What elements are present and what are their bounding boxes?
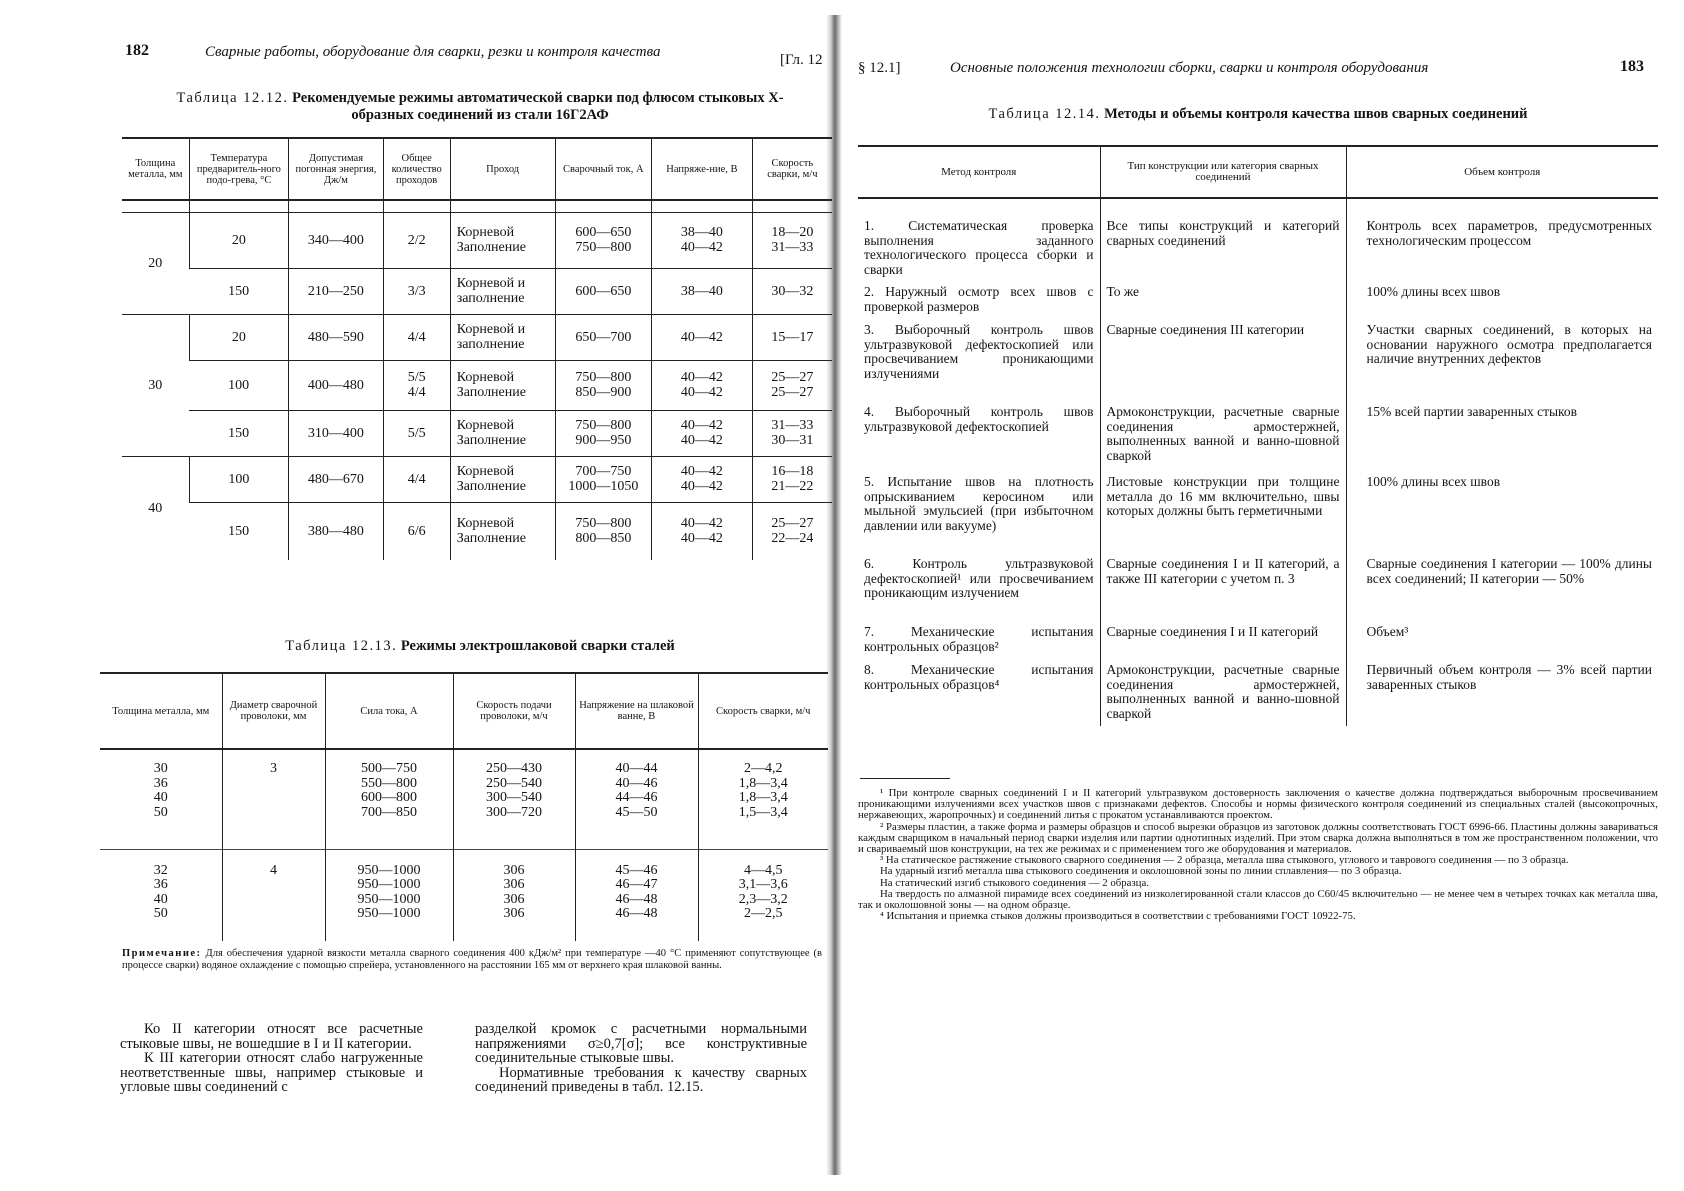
cell: Корневой и заполнение: [450, 314, 555, 360]
paragraph: К III категории относят слабо нагруженные неответственные швы, например стыковые и угловые швы соединений с: [120, 1050, 423, 1095]
section-ref: § 12.1]: [858, 60, 901, 76]
cell: 15—17: [752, 314, 832, 360]
col-header: Общее количество проходов: [383, 138, 450, 200]
cell: 380—480: [289, 502, 383, 560]
thickness-cell: 20: [122, 212, 189, 314]
footnote: На статический изгиб стыкового соединения — 2 образца.: [880, 876, 1149, 889]
table-12-12: [122, 137, 832, 560]
cell: Корневой Заполнение: [450, 212, 555, 268]
cell: 20: [189, 212, 289, 268]
method-cell: 3. Выборочный контроль швов ультразвуковой дефектоскопией или просвечиванием проникающими излучениями: [864, 322, 1094, 381]
cell: 250—430 250—540 300—540 300—720: [453, 749, 575, 849]
cell: 40—42 40—42: [652, 502, 753, 560]
method-cell: 8. Механические испытания контрольных образцов⁴: [864, 662, 1094, 692]
type-cell: Армоконструкции, расчетные сварные соединения армостержней, выполненных ванной и ванно-шовной сваркой: [1100, 660, 1346, 726]
cell: 25—27 25—27: [752, 360, 832, 410]
cell: 2/2: [383, 212, 450, 268]
type-cell: Сварные соединения I и II категорий: [1100, 622, 1346, 660]
col-header: Напряже-ние, В: [652, 138, 753, 200]
cell: 4/4: [383, 456, 450, 502]
volume-cell: Участки сварных соединений, в которых на основании наружного осмотра предполагается наличие внутренних дефектов: [1346, 320, 1658, 402]
type-cell: Сварные соединения III категории: [1100, 320, 1346, 402]
table-row: [858, 660, 1658, 726]
cell: 6/6: [383, 502, 450, 560]
volume-cell: 100% длины всех швов: [1346, 282, 1658, 320]
cell: Корневой Заполнение: [450, 456, 555, 502]
table-row: [858, 320, 1658, 402]
cell: 306 306 306 306: [453, 849, 575, 941]
cell: 30 36 40 50: [153, 761, 168, 820]
footnote: На твердость по алмазной пирамиде всех соединений из низколегированной стали классов до С60/45 включительно — не менее чем в четырех точках как металла шва, так и околошовной зоны — на одном образце.: [858, 887, 1658, 912]
volume-cell: Первичный объем контроля — 3% всей партии заваренных стыков: [1346, 660, 1658, 726]
running-title: Основные положения технологии сборки, сварки и контроля оборудования: [950, 60, 1429, 76]
body-text-column-2: [475, 1022, 807, 1095]
cell: 16—18 21—22: [752, 456, 832, 502]
cell: 210—250: [289, 268, 383, 314]
cell: 20: [189, 314, 289, 360]
type-cell: Все типы конструкций и категорий сварных соединений: [1100, 216, 1346, 282]
volume-cell: Контроль всех параметров, предусмотренных технологическим процессом: [1346, 216, 1658, 282]
running-title: Сварные работы, оборудование для сварки, резки и контроля качества: [205, 44, 661, 60]
col-header: Скорость сварки, м/ч: [698, 673, 828, 749]
method-cell: 4. Выборочный контроль швов ультразвуковой дефектоскопией: [864, 404, 1094, 434]
footnotes: [858, 788, 1658, 922]
cell: 950—1000 950—1000 950—1000 950—1000: [325, 849, 453, 941]
table-row: [122, 360, 832, 410]
thickness-cell: 40: [122, 456, 189, 560]
volume-cell: 15% всей партии заваренных стыков: [1346, 402, 1658, 472]
type-cell: Армоконструкции, расчетные сварные соединения армостержней, выполненных ванной и ванно-шовной сваркой: [1100, 402, 1346, 472]
table-header-row: [122, 138, 832, 200]
volume-cell: Сварные соединения I категории — 100% длины всех соединений; II категории — 50%: [1346, 554, 1658, 622]
type-cell: То же: [1100, 282, 1346, 320]
col-header: Диаметр сварочной проволоки, мм: [222, 673, 325, 749]
left-page: [0, 0, 838, 1191]
table-row: [858, 402, 1658, 472]
cell: 4: [222, 849, 325, 941]
method-cell: 7. Механические испытания контрольных образцов²: [864, 624, 1094, 654]
col-header: Сила тока, А: [325, 673, 453, 749]
cell: 310—400: [289, 410, 383, 456]
body-text-column-1: [120, 1022, 423, 1095]
cell: 150: [189, 268, 289, 314]
cell: 650—700: [555, 314, 651, 360]
type-cell: Листовые конструкции при толщине металла до 16 мм включительно, швы которых должны быть герметичными: [1100, 472, 1346, 554]
cell: 5/5: [383, 410, 450, 456]
table-row: [858, 216, 1658, 282]
cell: 40—42 40—42: [652, 360, 753, 410]
cell: 45—46 46—47 46—48 46—48: [575, 849, 698, 941]
type-cell: Сварные соединения I и II категорий, а также III категории с учетом п. 3: [1100, 554, 1346, 622]
footnote: На ударный изгиб металла шва стыкового соединения и околошовной зоны по линии сплавления— по 3 образца.: [880, 865, 1402, 878]
cell: 18—20 31—33: [752, 212, 832, 268]
col-header: Допустимая погонная энергия, Дж/м: [289, 138, 383, 200]
table-header-row: [100, 673, 828, 749]
cell: 500—750 550—800 600—800 700—850: [325, 749, 453, 849]
volume-cell: Объем³: [1346, 622, 1658, 660]
method-cell: 2. Наружный осмотр всех швов с проверкой размеров: [864, 284, 1094, 314]
right-page: [838, 0, 1684, 1191]
table-row: [122, 456, 832, 502]
footnote: ¹ При контроле сварных соединений I и II категорий ультразвуком достоверность заключения о качестве должна подтверждаться выборочным просвечиванием проникающими излучениями всех участков швов с признаками дефектов. Способы и нормы физического контроля соединений из специальных сталей (высокопрочных, нержавеющих, жаропрочных) и соединений литья с прокатом устанавливаются проектом.: [858, 787, 1658, 822]
col-header: Объем контроля: [1346, 146, 1658, 198]
cell: 30—32: [752, 268, 832, 314]
col-header: Толщина металла, мм: [122, 138, 189, 200]
paragraph: разделкой кромок с расчетными нормальными напряжениями σ≥0,7[σ]; все конструктивные соединительные стыковые швы.: [475, 1021, 807, 1066]
cell: 2—4,2 1,8—3,4 1,8—3,4 1,5—3,4: [698, 749, 828, 849]
paragraph: Ко II категории относят все расчетные стыковые швы, не вошедшие в I и II категории.: [120, 1021, 423, 1052]
method-cell: 5. Испытание швов на плотность опрыскиванием керосином или мыльной эмульсией (при избыточном давлении или вакууме): [864, 474, 1094, 533]
cell: 31—33 30—31: [752, 410, 832, 456]
col-header: Скорость сварки, м/ч: [752, 138, 832, 200]
cell: 4/4: [383, 314, 450, 360]
cell: 3/3: [383, 268, 450, 314]
footnote: ² Размеры пластин, а также форма и размеры образцов и способ вырезки образцов из заготовок должны соответствовать ГОСТ 6996-66. Пластины должны завариваться каждым сварщиком в начальный период сварки изделия или партии однотипных изделий. При этом сварка должна выполняться в том же пространственном положении, что и свариваемый шов конструкции, на тех же режимах и с применением того же оборудования и материалов.: [858, 820, 1658, 856]
volume-cell: 100% длины всех швов: [1346, 472, 1658, 554]
cell: 750—800 900—950: [555, 410, 651, 456]
footnote: ⁴ Испытания и приемка стыков должны производиться в соответствии с требованиями ГОСТ 10922-75.: [880, 910, 1356, 923]
col-header: Тип конструкции или категория сварных соединений: [1100, 146, 1346, 198]
table-row: [122, 502, 832, 560]
table-12-13: [100, 672, 828, 941]
cell: 750—800 850—900: [555, 360, 651, 410]
chapter-ref: [Гл. 12: [780, 52, 823, 68]
spacer-row: [858, 198, 1658, 216]
cell: 600—650: [555, 268, 651, 314]
table-12-14-caption: Таблица 12.14. Методы и объемы контроля качества швов сварных соединений: [988, 106, 1528, 122]
cell: 40—42 40—42: [652, 456, 753, 502]
cell: 600—650 750—800: [555, 212, 651, 268]
thickness-cell: 30: [122, 314, 189, 456]
footnote: ³ На статическое растяжение стыкового сварного соединения — 2 образца, металла шва стыкового, углового и таврового соединения — по 3 образца.: [880, 854, 1569, 867]
table-row: [100, 849, 828, 941]
paragraph: Нормативные требования к качеству сварных соединений приведены в табл. 12.15.: [475, 1064, 807, 1095]
table-row: [122, 314, 832, 360]
method-cell: 1. Систематическая проверка выполнения заданного технологического процесса сборки и сварки: [864, 218, 1094, 277]
table-header-row: [858, 146, 1658, 198]
table-12-12-caption: Таблица 12.12. Рекомендуемые режимы автоматической сварки под флюсом стыковых Х-образных соединений из стали 16Г2АФ: [176, 90, 784, 123]
cell: 100: [189, 456, 289, 502]
table-12-14: [858, 145, 1658, 726]
col-header: Проход: [450, 138, 555, 200]
table-row: [858, 472, 1658, 554]
table-12-13-caption: Таблица 12.13. Режимы электрошлаковой сварки сталей: [285, 638, 675, 654]
cell: 400—480: [289, 360, 383, 410]
table-row: [100, 749, 828, 849]
cell: 38—40 40—42: [652, 212, 753, 268]
cell: Корневой и заполнение: [450, 268, 555, 314]
table-row: [858, 282, 1658, 320]
table-row: [122, 410, 832, 456]
cell: 100: [189, 360, 289, 410]
cell: 750—800 800—850: [555, 502, 651, 560]
table-row: [858, 622, 1658, 660]
cell: 38—40: [652, 268, 753, 314]
cell: Корневой Заполнение: [450, 502, 555, 560]
cell: 150: [189, 502, 289, 560]
table-12-13-note: Примечание: Для обеспечения ударной вязкости металла сварного соединения 400 кДж/м² при температуре —40 °С применяют сопутствующее (в процессе сварки) водяное охлаждение с помощью спрейера, установленного на расстоянии 165 мм от верхнего края шлаковой ванны.: [122, 948, 823, 971]
col-header: Напряжение на шлаковой ванне, В: [575, 673, 698, 749]
col-header: Толщина металла, мм: [100, 673, 222, 749]
cell: 480—670: [289, 456, 383, 502]
cell: 480—590: [289, 314, 383, 360]
table-row: [122, 212, 832, 268]
method-cell: 6. Контроль ультразвуковой дефектоскопией¹ или просвечиванием проникающим излучением: [864, 556, 1094, 600]
spacer-row: [122, 200, 832, 212]
col-header: Метод контроля: [858, 146, 1100, 198]
cell: 150: [189, 410, 289, 456]
table-row: [858, 554, 1658, 622]
table-row: [122, 268, 832, 314]
col-header: Сварочный ток, А: [555, 138, 651, 200]
cell: 3: [222, 749, 325, 849]
cell: 340—400: [289, 212, 383, 268]
cell: Корневой Заполнение: [450, 410, 555, 456]
footnote-separator: [860, 778, 950, 779]
cell: 4—4,5 3,1—3,6 2,3—3,2 2—2,5: [698, 849, 828, 941]
page-number: 182: [125, 42, 149, 59]
cell: 40—44 40—46 44—46 45—50: [575, 749, 698, 849]
cell: Корневой Заполнение: [450, 360, 555, 410]
cell: 700—750 1000—1050: [555, 456, 651, 502]
col-header: Температура предваритель-ного подо-грева, °С: [189, 138, 289, 200]
page-number: 183: [1620, 58, 1644, 75]
cell: 5/5 4/4: [383, 360, 450, 410]
cell: 40—42 40—42: [652, 410, 753, 456]
cell: 25—27 22—24: [752, 502, 832, 560]
col-header: Скорость подачи проволоки, м/ч: [453, 673, 575, 749]
cell: 32 36 40 50: [100, 849, 222, 941]
cell: 40—42: [652, 314, 753, 360]
